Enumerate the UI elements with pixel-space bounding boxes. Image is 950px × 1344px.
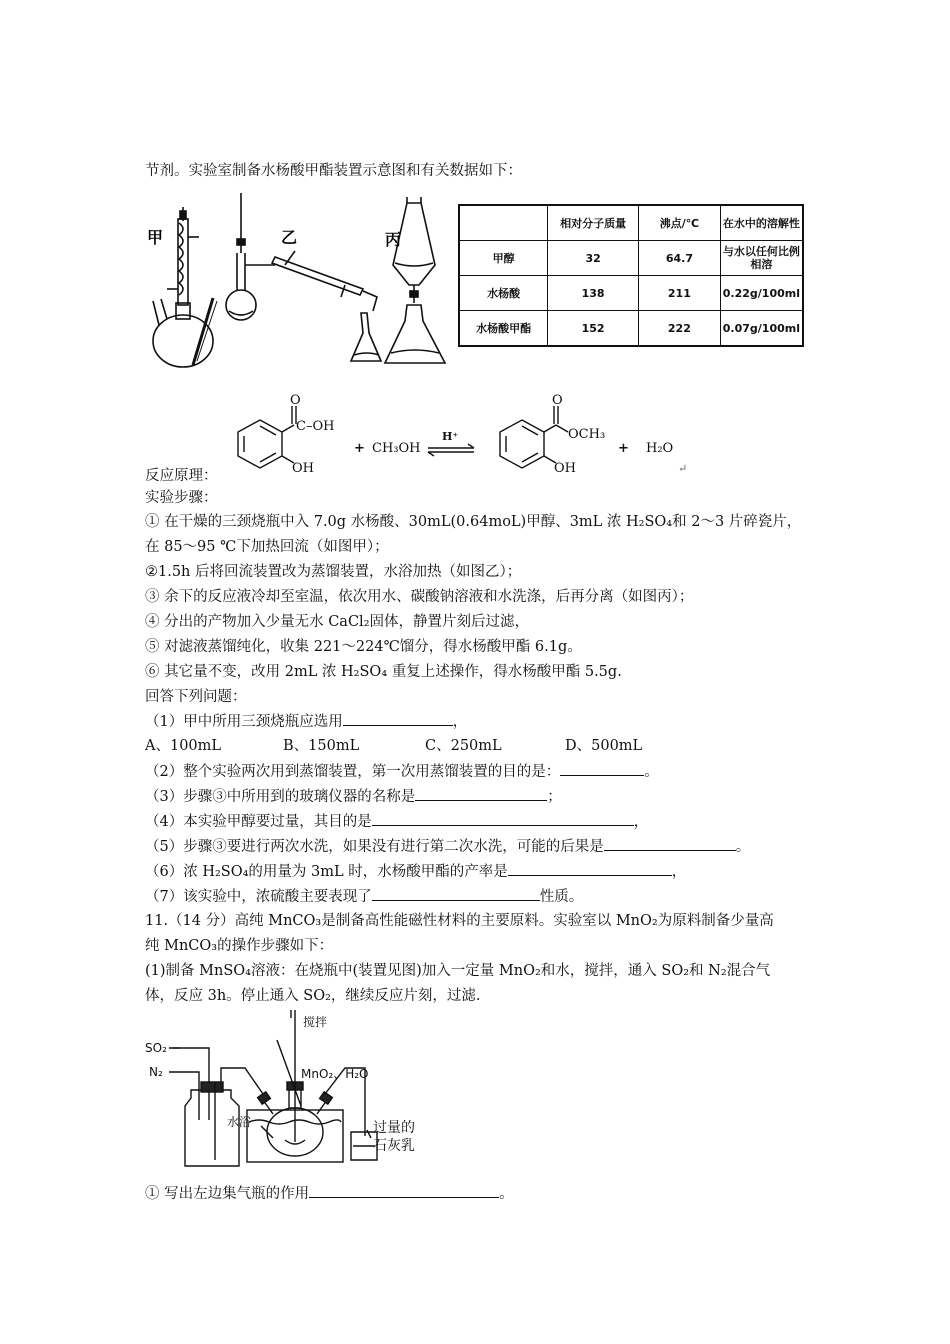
table-cell: 64.7 (639, 241, 721, 276)
oh-group-2: OH (554, 461, 576, 476)
problem-11-line-3: (1)制备 MnSO₄溶液：在烧瓶中(装置见图)加入一定量 MnO₂和水，搅拌，通入 SO₂和 N₂混合气 (145, 963, 771, 979)
plus-1: + (354, 441, 365, 456)
answer-blank-2[interactable] (560, 760, 644, 776)
table-row (459, 276, 803, 311)
option-c: C、250mL (425, 738, 502, 754)
oh-group-1: OH (292, 461, 314, 476)
table-cell: 138 (548, 276, 639, 311)
table-cell: 211 (639, 276, 721, 311)
step-1b: 在 85～95 ℃下加热回流（如图甲）； (145, 539, 389, 555)
question-3 (145, 785, 562, 808)
answer-blank-11-1[interactable] (309, 1182, 499, 1198)
answer-label: 回答下列问题： (145, 689, 247, 705)
question-7-text: （7）该实验中，浓硫酸主要表现了 (145, 889, 372, 905)
table-cell: 水杨酸 (459, 276, 548, 311)
table-cell: 32 (548, 241, 639, 276)
option-a: A、100mL (145, 738, 222, 754)
table-cell: 222 (639, 311, 721, 347)
table-cell: 相对分子质量 (548, 205, 639, 241)
question-1-text: （1）甲中所用三颈烧瓶应选用 (145, 714, 343, 730)
answer-blank-7[interactable] (372, 885, 540, 901)
problem-11-line-2: 纯 MnCO₃的操作步骤如下： (145, 938, 334, 954)
problem-11-line-4: 体，反应 3h。停止通入 SO₂，继续反应片刻，过滤. (145, 988, 481, 1004)
methanol: CH₃OH (372, 441, 421, 456)
cooh-group: C–OH (296, 419, 335, 434)
question-3-end: ； (547, 789, 562, 805)
question-5 (145, 835, 750, 858)
label-mno2: MnO₂、H₂O (301, 1067, 369, 1081)
question-1-options (145, 735, 642, 757)
question-5-end: 。 (735, 839, 751, 855)
table-cell: 0.22g/100ml (720, 276, 803, 311)
steps-label: 实验步骤： (145, 490, 218, 506)
step-4: ④ 分出的产物加入少量无水 CaCl₂固体，静置片刻后过滤， (145, 614, 530, 630)
plus-2: + (618, 441, 629, 456)
gas-apparatus-figure (145, 1010, 435, 1175)
question-2-end: 。 (644, 764, 659, 780)
table-cell: 水杨酸甲酯 (459, 311, 548, 347)
question-5-text: （5）步骤③要进行两次水洗，如果没有进行第二次水洗，可能的后果是 (145, 839, 604, 855)
return-mark: ↵ (678, 462, 688, 475)
intro-text: 节剂。实验室制备水杨酸甲酯装置示意图和有关数据如下： (145, 163, 522, 179)
answer-blank-1[interactable] (343, 710, 453, 726)
problem-11-question-1-text: ① 写出左边集气瓶的作用 (145, 1186, 310, 1202)
label-jia: 甲 (147, 228, 164, 247)
table-cell: 沸点/℃ (639, 205, 721, 241)
label-water-bath: 水浴 (227, 1115, 252, 1129)
question-6-end: ， (671, 864, 687, 880)
question-2 (145, 760, 659, 783)
question-3-text: （3）步骤③中所用到的玻璃仪器的名称是 (145, 789, 416, 805)
answer-blank-4[interactable] (372, 810, 634, 826)
step-1a: ① 在干燥的三颈烧瓶中入 7.0g 水杨酸、30mL(0.64moL)甲醇、3mL 浓 H₂SO₄和 2～3 片碎瓷片， (145, 514, 802, 530)
answer-blank-5[interactable] (604, 835, 736, 851)
label-bing: 丙 (385, 230, 402, 249)
question-7-end: 性质。 (539, 889, 584, 905)
apparatus-figure (145, 193, 457, 373)
label-lime-2: 石灰乳 (373, 1138, 415, 1154)
question-6-text: （6）浓 H₂SO₄的用量为 3mL 时，水杨酸甲酯的产率是 (145, 864, 508, 880)
carbonyl-o-1: O (290, 393, 301, 408)
table-cell: 与水以任何比例相溶 (720, 241, 803, 276)
question-4-end: ， (633, 814, 649, 830)
label-yi: 乙 (281, 228, 298, 247)
step-5: ⑤ 对滤液蒸馏纯化，收集 221～224℃馏分，得水杨酸甲酯 6.1g。 (145, 639, 582, 655)
question-6 (145, 860, 686, 883)
option-d: D、500mL (565, 738, 643, 754)
table-row (459, 311, 803, 347)
problem-11-question-1 (145, 1182, 514, 1205)
problem-11-question-1-end: 。 (499, 1186, 514, 1202)
table-row (459, 241, 803, 276)
label-n2: N₂ (149, 1065, 163, 1079)
table-cell: 152 (548, 311, 639, 347)
answer-blank-6[interactable] (508, 860, 672, 876)
label-stir: 搅拌 (303, 1015, 328, 1029)
table-cell: 甲醇 (459, 241, 548, 276)
label-so2: SO₂ (145, 1041, 167, 1055)
catalyst: H⁺ (442, 430, 459, 443)
water: H₂O (646, 441, 674, 456)
data-table (458, 204, 804, 347)
question-1-end: ， (452, 714, 468, 730)
step-6: ⑥ 其它量不变，改用 2mL 浓 H₂SO₄ 重复上述操作，得水杨酸甲酯 5.5g. (145, 664, 622, 680)
reaction-equation (230, 392, 700, 482)
question-1 (145, 710, 467, 733)
problem-11-line-1: 11.（14 分）高纯 MnCO₃是制备高性能磁性材料的主要原料。实验室以 MnO₂为原料制备少量高 (145, 913, 774, 929)
question-7 (145, 885, 583, 908)
question-4 (145, 810, 648, 833)
step-3: ③ 余下的反应液冷却至室温，依次用水、碳酸钠溶液和水洗涤，后再分离（如图丙）； (145, 589, 694, 605)
carbonyl-o-2: O (552, 393, 563, 408)
label-lime-1: 过量的 (373, 1120, 415, 1136)
table-row (459, 205, 803, 241)
table-cell (459, 205, 548, 241)
question-2-text: （2）整个实验两次用到蒸馏装置，第一次用蒸馏装置的目的是： (145, 764, 561, 780)
principle-label: 反应原理： (145, 468, 218, 484)
table-cell: 0.07g/100ml (720, 311, 803, 347)
answer-blank-3[interactable] (415, 785, 547, 801)
question-4-text: （4）本实验甲醇要过量，其目的是 (145, 814, 372, 830)
och3-group: OCH₃ (568, 427, 606, 442)
option-b: B、150mL (283, 738, 360, 754)
step-2: ②1.5h 后将回流装置改为蒸馏装置，水浴加热（如图乙）； (145, 564, 522, 580)
table-cell: 在水中的溶解性 (720, 205, 803, 241)
